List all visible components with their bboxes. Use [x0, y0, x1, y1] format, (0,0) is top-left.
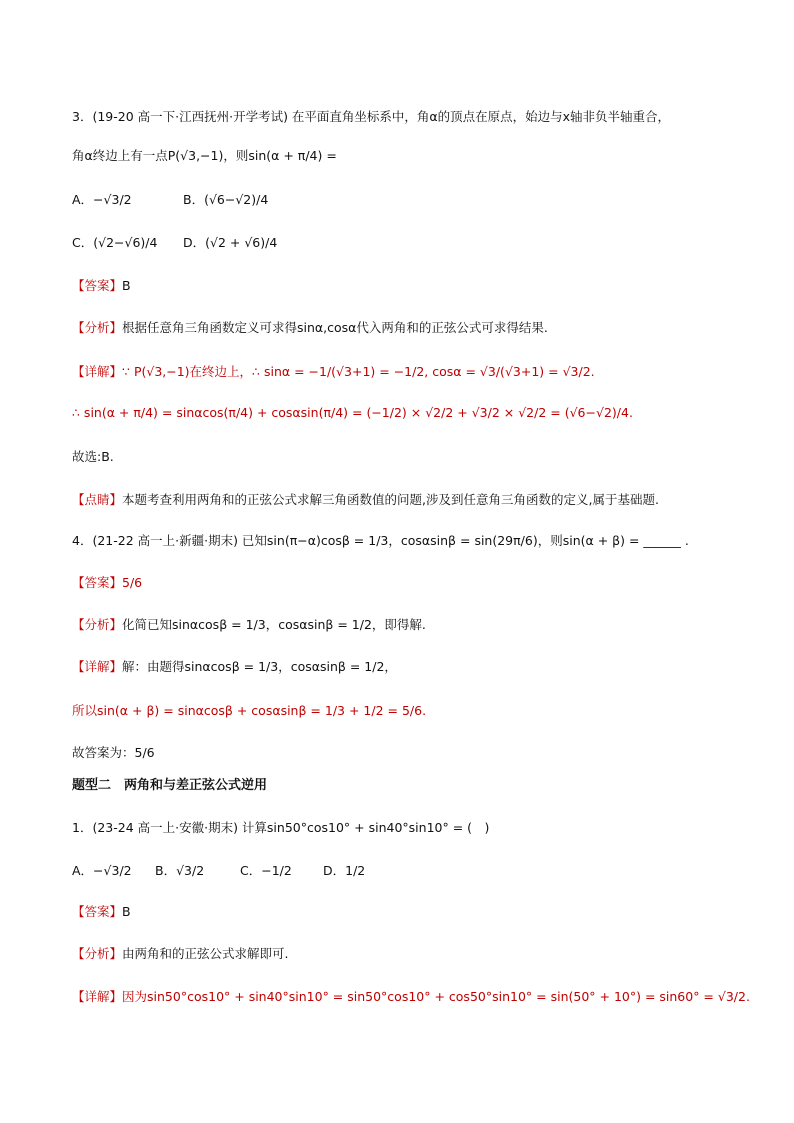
q3-stem-line2: 角α终边上有一点P(√3,−1)，则sin(α + π/4) = — [72, 148, 337, 163]
q3-conclusion: 故选:B. — [72, 449, 114, 464]
q3-option-a: A．−√3/2 — [72, 192, 132, 207]
q4-detail-line2: 所以sin(α + β) = sinαcosβ + cosαsinβ = 1/3 + 1/2 = 5/6. — [72, 703, 427, 718]
q1-option-a: A．−√3/2 — [72, 863, 132, 878]
q4-stem: 4．(21-22 高一上·新疆·期末) 已知sin(π−α)cosβ = 1/3，cosαsinβ = sin(29π/6)，则sin(α + β) = ______ . — [72, 533, 689, 548]
analysis-tag: 【分析】 — [72, 617, 123, 632]
detail-tag: 【详解】 — [72, 364, 123, 379]
q3-option-c: C．(√2−√6)/4 — [72, 235, 158, 250]
q1-answer-value: B — [122, 904, 131, 919]
q3-comment-text: 本题考查利用两角和的正弦公式求解三角函数值的问题,涉及到任意角三角函数的定义,属于基础题. — [122, 492, 659, 507]
q3-answer — [72, 275, 131, 297]
q3-analysis-text: 根据任意角三角函数定义可求得sinα,cosα代入两角和的正弦公式可求得结果. — [122, 320, 548, 335]
q3-option-b: B．(√6−√2)/4 — [183, 192, 269, 207]
q4-analysis-text: 化简已知sinαcosβ = 1/3，cosαsinβ = 1/2，即得解. — [122, 617, 426, 632]
q3-stem-line1: 3．(19-20 高一下·江西抚州·开学考试) 在平面直角坐标系中，角α的顶点在原点，始边与x轴非负半轴重合， — [72, 109, 671, 124]
comment-tag: 【点睛】 — [72, 492, 123, 507]
q3-detail-line2: ∴ sin(α + π/4) = sinαcos(π/4) + cosαsin(π/4) = (−1/2) × √2/2 + √3/2 × √2/2 = (√6−√2)/4. — [72, 405, 633, 420]
q4-answer — [72, 572, 142, 594]
q1-stem: 1．(23-24 高一上·安徽·期末) 计算sin50°cos10° + sin40°sin10° = ( ) — [72, 820, 490, 835]
analysis-tag: 【分析】 — [72, 946, 123, 961]
q1-option-b: B．√3/2 — [155, 863, 205, 878]
q3-comment — [72, 489, 659, 511]
answer-tag: 【答案】 — [72, 575, 123, 590]
q4-detail-text1: 解：由题得sinαcosβ = 1/3，cosαsinβ = 1/2， — [122, 659, 397, 674]
q3-analysis — [72, 317, 548, 339]
q3-detail-line1 — [72, 361, 595, 383]
q4-conclusion: 故答案为：5/6 — [72, 745, 155, 760]
answer-tag: 【答案】 — [72, 278, 123, 293]
analysis-tag: 【分析】 — [72, 320, 123, 335]
q1-answer — [72, 901, 131, 923]
q1-option-c: C．−1/2 — [240, 863, 292, 878]
q1-detail-text: 因为sin50°cos10° + sin40°sin10° = sin50°cos10° + cos50°sin10° = sin(50° + 10°) = sin60° = √3/2. — [122, 989, 750, 1004]
q3-option-d: D．(√2 + √6)/4 — [183, 235, 278, 250]
detail-tag: 【详解】 — [72, 659, 123, 674]
q3-detail-text1: ∵ P(√3,−1)在终边上，∴ sinα = −1/(√3+1) = −1/2, cosα = √3/(√3+1) = √3/2. — [122, 364, 595, 379]
q4-detail-line1 — [72, 656, 397, 678]
q4-analysis — [72, 614, 426, 636]
q3-answer-value: B — [122, 278, 131, 293]
q1-detail — [72, 986, 750, 1008]
section-heading: 题型二 两角和与差正弦公式逆用 — [72, 778, 268, 793]
answer-tag: 【答案】 — [72, 904, 123, 919]
q1-analysis — [72, 943, 289, 965]
q1-option-d: D．1/2 — [323, 863, 366, 878]
q1-analysis-text: 由两角和的正弦公式求解即可. — [122, 946, 289, 961]
q4-answer-value: 5/6 — [122, 575, 143, 590]
detail-tag: 【详解】 — [72, 989, 123, 1004]
